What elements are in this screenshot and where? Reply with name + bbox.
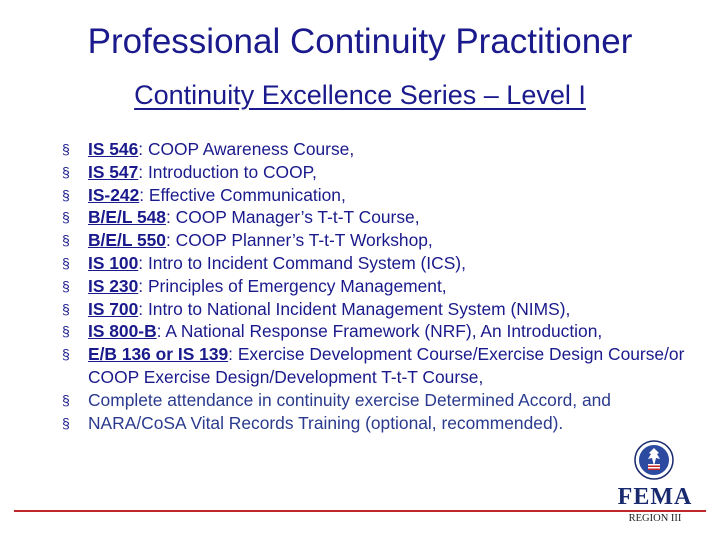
- list-item: [62, 412, 702, 435]
- bullet-icon: §: [62, 163, 70, 180]
- list-item: [62, 298, 702, 321]
- list-item: [62, 138, 702, 161]
- bullet-icon: §: [62, 346, 70, 363]
- region-label: REGION III: [628, 513, 682, 524]
- bullet-icon: §: [62, 391, 70, 408]
- bullet-icon: §: [62, 300, 70, 317]
- course-code: IS 800-B: [88, 321, 157, 342]
- course-description: : Exercise Development Course/Exercise Design Course/or COOP Exercise Design/Development T-t-T Course,: [88, 344, 685, 387]
- course-code: IS-242: [88, 184, 140, 205]
- course-description: : COOP Manager’s T-t-T Course,: [165, 207, 420, 228]
- requirement-text: Complete attendance in continuity exercise Determined Accord, and: [88, 389, 611, 410]
- list-item: [62, 252, 702, 275]
- bullet-icon: §: [62, 254, 70, 271]
- bullet-icon: §: [62, 277, 70, 294]
- requirement-text: NARA/CoSA Vital Records Training (optional, recommended).: [88, 412, 564, 433]
- course-description: : A National Response Framework (NRF), An Introduction,: [156, 321, 603, 342]
- list-item: [62, 206, 702, 229]
- list-item: [62, 229, 702, 252]
- bullet-icon: §: [62, 186, 70, 203]
- course-list: [62, 138, 702, 434]
- course-description: : Effective Communication,: [139, 184, 346, 205]
- course-description: : Intro to Incident Command System (ICS),: [138, 252, 466, 273]
- course-description: : Intro to National Incident Management System (NIMS),: [138, 298, 571, 319]
- list-item: [62, 184, 702, 207]
- dhs-seal-icon: [634, 440, 674, 480]
- course-code: IS 230: [88, 275, 139, 296]
- list-item: [62, 343, 702, 389]
- bullet-icon: §: [62, 232, 70, 249]
- course-code: IS 546: [88, 139, 139, 159]
- list-item: [62, 320, 702, 343]
- course-description: : Introduction to COOP,: [138, 161, 317, 182]
- fema-logo: FEMA: [617, 484, 693, 510]
- list-item: [62, 389, 702, 412]
- course-code: E/B 136 or IS 139: [88, 344, 229, 365]
- course-code: IS 100: [88, 252, 139, 273]
- bullet-icon: §: [62, 323, 70, 340]
- bullet-icon: §: [62, 414, 70, 431]
- course-description: : COOP Planner’s T-t-T Workshop,: [165, 230, 433, 251]
- slide-subtitle: Continuity Excellence Series – Level I: [134, 80, 586, 110]
- course-description: : COOP Awareness Course,: [138, 139, 355, 159]
- course-code: B/E/L 550: [88, 230, 166, 251]
- list-item: [62, 275, 702, 298]
- course-code: IS 700: [88, 298, 139, 319]
- course-description: : Principles of Emergency Management,: [138, 275, 447, 296]
- list-item: [62, 161, 702, 184]
- bullet-icon: §: [62, 209, 70, 226]
- bullet-icon: §: [62, 141, 70, 157]
- footer-divider: [14, 510, 706, 512]
- slide-title: Professional Continuity Practitioner: [87, 22, 633, 61]
- course-code: B/E/L 548: [88, 207, 166, 228]
- course-code: IS 547: [88, 161, 139, 182]
